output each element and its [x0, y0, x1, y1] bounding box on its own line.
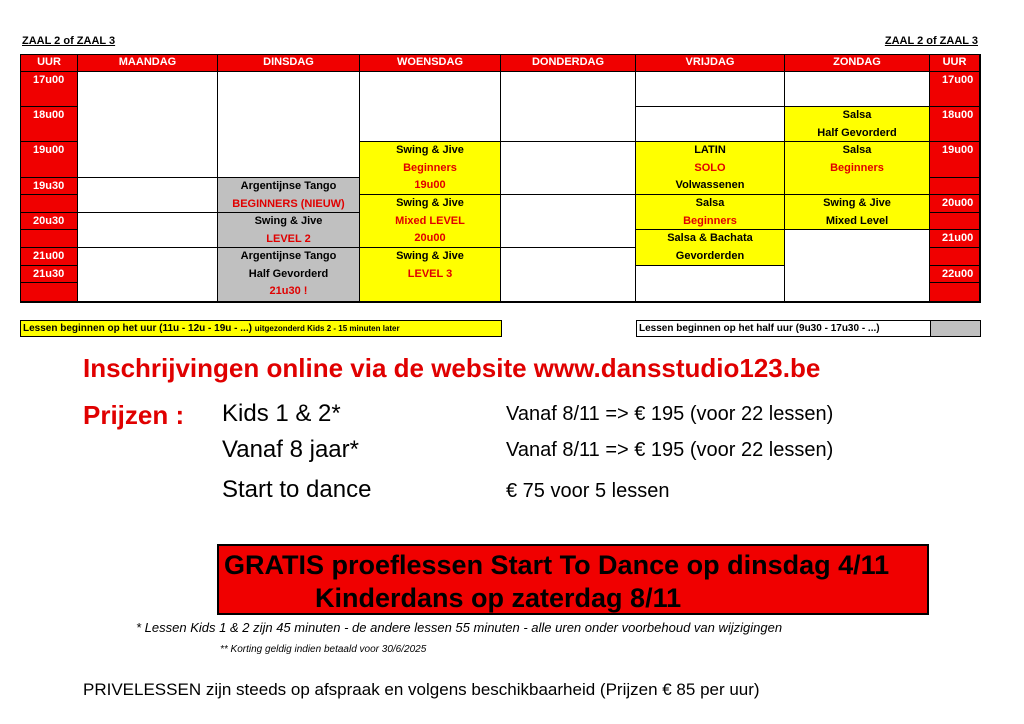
time-left-21u00-line-1: 21u00: [33, 250, 65, 262]
zondag-swing-mixed-line-1: Swing & Jive: [823, 197, 891, 209]
time-left-19u00-line-1: 19u00: [33, 144, 65, 156]
zaal-label-right: ZAAL 2 of ZAAL 3: [884, 35, 978, 47]
header-vrijdag-line-1: VRIJDAG: [685, 56, 735, 69]
privelessen-line: PRIVELESSEN zijn steeds op afspraak en volgens beschikbaarheid (Prijzen € 85 per uur): [83, 680, 760, 699]
dinsdag-tango-half-line-2: Half Gevorderd: [248, 267, 329, 280]
zondag-salsa-beginners-line-1: Salsa: [842, 144, 872, 156]
time-right-17u00: [930, 72, 979, 106]
header-uur-line-1: UUR: [37, 56, 61, 69]
time-right-19u00: [930, 142, 979, 177]
schedule-table: [20, 54, 981, 303]
price-value-kids: Vanaf 8/11 => € 195 (voor 22 lessen): [506, 403, 834, 425]
header-woensdag-line-1: WOENSDAG: [397, 56, 463, 69]
time-left-19u30-line-1: 19u30: [33, 180, 65, 192]
woensdag-swing-level3: [360, 248, 500, 301]
zondag-salsa-beginners: [785, 142, 929, 194]
time-right-blank-7: [930, 248, 979, 265]
time-left-20u30: [21, 213, 77, 229]
header-maandag: [78, 55, 217, 71]
time-right-22u00-line-1: 22u00: [942, 268, 974, 280]
time-right-blank-9: [930, 283, 979, 301]
time-left-21u00: [21, 248, 77, 265]
time-left-18u00: [21, 107, 77, 141]
woensdag-swing-beginners: [360, 142, 500, 194]
time-left-19u30: [21, 178, 77, 194]
time-left-blank-9: [21, 283, 77, 301]
vrijdag-late: [636, 266, 784, 301]
maandag-19u30: [78, 178, 217, 212]
zondag-salsa-half-line-2: Half Gevorderd: [817, 126, 897, 139]
inschrijving-line: Inschrijvingen online via de website www.dansstudio123.be: [83, 353, 821, 383]
time-left-18u00-line-1: 18u00: [33, 109, 65, 121]
vrijdag-17u00: [636, 72, 784, 106]
donderdag-4: [501, 248, 635, 301]
maandag-21u00: [78, 248, 217, 301]
note-hourly-text: Lessen beginnen op het uur (11u - 12u - 19u - ...): [23, 323, 252, 334]
woensdag-swing-mixed-line-2: Mixed LEVEL: [395, 214, 465, 227]
dinsdag-swing-level2-line-1: Swing & Jive: [254, 215, 323, 227]
time-right-19u00-line-1: 19u00: [942, 144, 974, 156]
vrijdag-salsa-beginners: [636, 195, 784, 229]
woensdag-swing-beginners-line-3: 19u00: [414, 179, 446, 191]
dinsdag-tango-beginners: [218, 178, 359, 212]
woensdag-empty: [360, 72, 500, 141]
header-vrijdag: [636, 55, 784, 71]
price-name-start: Start to dance: [222, 476, 372, 503]
donderdag-3: [501, 195, 635, 247]
maandag-17u00: [78, 72, 217, 177]
gratis-line-1: GRATIS proeflessen Start To Dance op dinsdag 4/11: [224, 550, 890, 580]
time-right-blank-5: [930, 213, 979, 229]
zondag-salsa-half-line-1: Salsa: [842, 109, 872, 121]
maandag-20u30: [78, 213, 217, 247]
time-right-17u00-line-1: 17u00: [942, 74, 974, 86]
dinsdag-swing-level2: [218, 213, 359, 247]
zondag-salsa-half: [785, 107, 929, 141]
time-left-blank-4: [21, 195, 77, 212]
donderdag-2: [501, 142, 635, 194]
zondag-late: [785, 230, 929, 301]
header-uur-right: [930, 55, 979, 71]
time-left-17u00: [21, 72, 77, 106]
price-name-kids: Kids 1 & 2*: [222, 400, 341, 427]
dinsdag-tango-half: [218, 248, 359, 301]
zondag-17u00: [785, 72, 929, 106]
zondag-salsa-beginners-line-2: Beginners: [830, 161, 884, 174]
woensdag-swing-beginners-line-2: Beginners: [403, 161, 457, 174]
header-zondag: [785, 55, 929, 71]
woensdag-swing-level3-line-2: LEVEL 3: [407, 267, 453, 280]
vrijdag-latin-solo-line-3: Volwassenen: [675, 179, 745, 191]
header-zondag-line-1: ZONDAG: [833, 56, 881, 69]
time-right-20u00: [930, 195, 979, 212]
time-left-21u30: [21, 266, 77, 282]
dinsdag-tango-half-line-3: 21u30 !: [269, 285, 308, 297]
time-right-18u00: [930, 107, 979, 141]
donderdag-1: [501, 72, 635, 141]
time-right-21u00: [930, 230, 979, 247]
header-woensdag: [360, 55, 500, 71]
vrijdag-salsa-beginners-line-2: Beginners: [683, 214, 737, 227]
note-half-hourly: Lessen beginnen op het half uur (9u30 - 17u30 - ...): [636, 320, 931, 337]
time-left-21u30-line-1: 21u30: [33, 268, 65, 280]
vrijdag-salsa-beginners-line-1: Salsa: [695, 197, 725, 209]
vrijdag-18u00: [636, 107, 784, 141]
dinsdag-tango-beginners-line-1: Argentijnse Tango: [240, 180, 337, 192]
dinsdag-tango-beginners-line-2: BEGINNERS (NIEUW): [232, 197, 345, 210]
note-hourly-exception: uitgezonderd Kids 2 - 15 minuten later: [254, 324, 400, 333]
time-right-18u00-line-1: 18u00: [942, 109, 974, 121]
time-right-20u00-line-1: 20u00: [942, 197, 974, 209]
header-uur-right-line-1: UUR: [942, 56, 967, 69]
dinsdag-swing-level2-line-2: LEVEL 2: [266, 232, 311, 245]
woensdag-swing-mixed-line-1: Swing & Jive: [396, 197, 464, 209]
prijzen-label: Prijzen :: [83, 400, 185, 430]
header-dinsdag: [218, 55, 359, 71]
vrijdag-latin-solo: [636, 142, 784, 194]
woensdag-swing-beginners-line-1: Swing & Jive: [396, 144, 464, 156]
price-value-8jaar: Vanaf 8/11 => € 195 (voor 22 lessen): [506, 439, 834, 461]
vrijdag-bachata-line-2: Gevorderden: [675, 249, 745, 262]
time-left-17u00-line-1: 17u00: [33, 74, 65, 86]
header-dinsdag-line-1: DINSDAG: [263, 56, 314, 69]
time-left-blank-6: [21, 230, 77, 247]
time-left-20u30-line-1: 20u30: [33, 215, 65, 227]
zondag-swing-mixed-line-2: Mixed Level: [825, 214, 889, 227]
woensdag-swing-mixed-line-3: 20u00: [414, 232, 446, 244]
time-left-19u00: [21, 142, 77, 177]
vrijdag-bachata: [636, 230, 784, 265]
price-name-8jaar: Vanaf 8 jaar*: [222, 436, 359, 463]
header-donderdag-line-1: DONDERDAG: [531, 56, 605, 69]
gratis-banner: [217, 544, 929, 615]
zondag-swing-mixed: [785, 195, 929, 229]
header-maandag-line-1: MAANDAG: [118, 56, 177, 69]
time-right-22u00: [930, 266, 979, 282]
gratis-line-2: Kinderdans op zaterdag 8/11: [315, 583, 682, 613]
woensdag-swing-mixed: [360, 195, 500, 247]
time-right-blank-3: [930, 178, 979, 194]
vrijdag-latin-solo-line-1: LATIN: [694, 144, 726, 156]
dinsdag-tango-half-line-1: Argentijnse Tango: [240, 250, 337, 262]
zaal-label-left: ZAAL 2 of ZAAL 3: [22, 35, 116, 47]
dinsdag-empty: [218, 72, 359, 177]
note-half-hourly-swatch: [930, 320, 981, 337]
time-right-21u00-line-1: 21u00: [942, 232, 974, 244]
footnote-duration: * Lessen Kids 1 & 2 zijn 45 minuten - de andere lessen 55 minuten - alle uren onder voorbehoud van wijzigingen: [136, 620, 783, 635]
price-value-start: € 75 voor 5 lessen: [506, 480, 670, 502]
header-donderdag: [501, 55, 635, 71]
vrijdag-latin-solo-line-2: SOLO: [694, 161, 726, 174]
header-uur: [21, 55, 77, 71]
woensdag-swing-level3-line-1: Swing & Jive: [396, 250, 464, 262]
vrijdag-bachata-line-1: Salsa & Bachata: [667, 232, 753, 244]
note-hourly: [20, 320, 502, 337]
footnote-korting: ** Korting geldig indien betaald voor 30/6/2025: [220, 644, 427, 655]
